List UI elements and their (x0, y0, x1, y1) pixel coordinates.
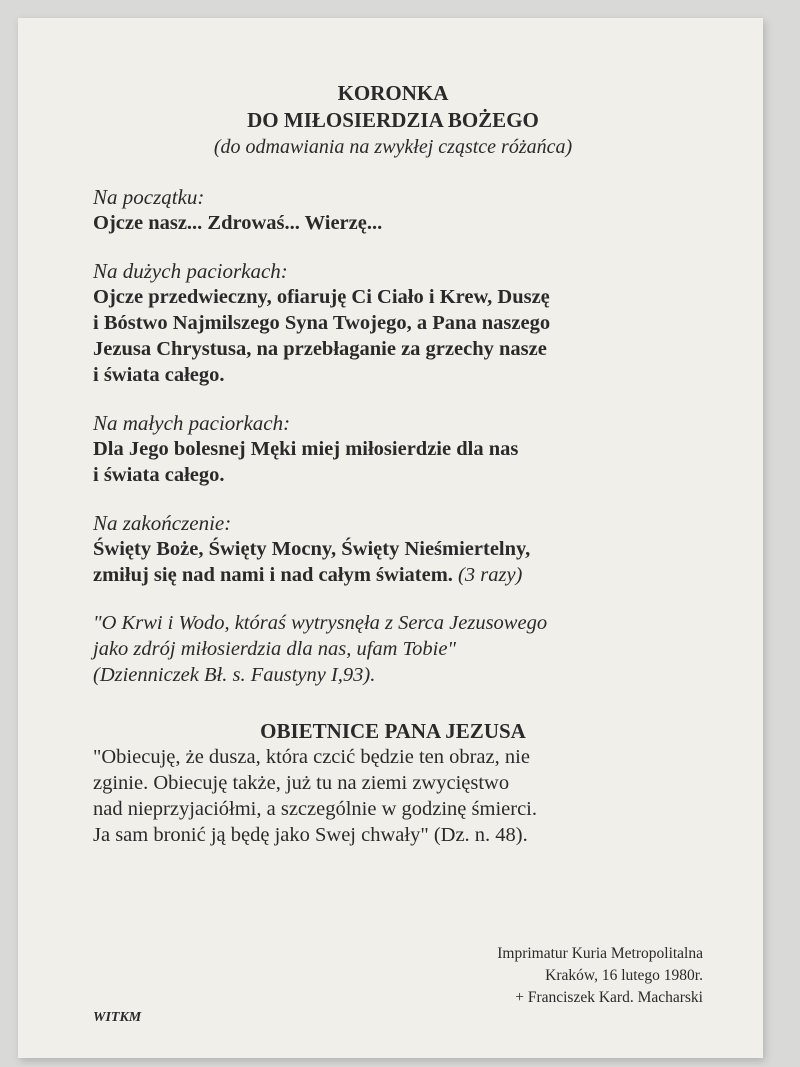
publisher-mark: WITKM (93, 1010, 142, 1025)
card-content (93, 80, 693, 848)
promises-text (93, 744, 693, 848)
section-label: Na zakończenie: (93, 511, 232, 535)
promises-title: OBIETNICE PANA JEZUSA (260, 719, 526, 743)
prayer-line: Dla Jego bolesnej Męki miej miłosierdzie dla nas (93, 438, 519, 460)
imprimatur-signatory: + Franciszek Kard. Macharski (515, 989, 703, 1006)
imprimatur-line: Imprimatur Kuria Metropolitalna (497, 945, 703, 962)
section-small-beads (93, 410, 693, 488)
prayer-line: Ojcze przedwieczny, ofiaruję Ci Ciało i Krew, Duszę (93, 286, 550, 308)
diary-quote (93, 610, 693, 688)
section-label: Na dużych paciorkach: (93, 259, 288, 283)
prayer-text: zmiłuj się nad nami i nad całym światem. (93, 564, 453, 586)
title-subtitle: (do odmawiania na zwykłej cząstce różańca) (213, 136, 573, 158)
prayer-line: Jezusa Chrystusa, na przebłaganie za grzechy nasze (93, 338, 547, 360)
imprimatur-block (383, 943, 703, 1009)
promise-line: "Obiecuję, że dusza, która czcić będzie ten obraz, nie (93, 746, 530, 768)
quote-line: "O Krwi i Wodo, któraś wytrysnęła z Serca Jezusowego (93, 612, 548, 634)
section-large-beads (93, 258, 693, 388)
prayer-line: i świata całego. (93, 364, 225, 386)
promise-line: Ja sam bronić ją będę jako Swej chwały" (Dz. n. 48). (93, 824, 528, 846)
prayer-line-with-note (93, 562, 693, 588)
imprimatur-date: Kraków, 16 lutego 1980r. (545, 967, 703, 984)
quote-source: (Dzienniczek Bł. s. Faustyny I,93). (93, 664, 376, 686)
promise-line: zginie. Obiecuję także, już tu na ziemi zwycięstwo (93, 772, 510, 794)
section-beginning (93, 184, 693, 236)
quote-line: jako zdrój miłosierdzia dla nas, ufam Tobie" (93, 638, 457, 660)
section-label: Na początku: (93, 185, 205, 209)
title-line-2: DO MIŁOSIERDZIA BOŻEGO (247, 108, 539, 132)
prayer-line: Święty Boże, Święty Mocny, Święty Nieśmiertelny, (93, 538, 531, 560)
title-line-1: KORONKA (337, 81, 449, 105)
promise-line: nad nieprzyjaciółmi, a szczególnie w godzinę śmierci. (93, 798, 537, 820)
repeat-note: (3 razy) (458, 564, 523, 586)
section-label: Na małych paciorkach: (93, 411, 291, 435)
section-ending (93, 510, 693, 588)
prayer-line: Ojcze nasz... Zdrowaś... Wierzę... (93, 212, 383, 234)
prayer-line: i Bóstwo Najmilszego Syna Twojego, a Pana naszego (93, 312, 551, 334)
prayer-line: i świata całego. (93, 464, 225, 486)
prayer-card (18, 18, 763, 1058)
